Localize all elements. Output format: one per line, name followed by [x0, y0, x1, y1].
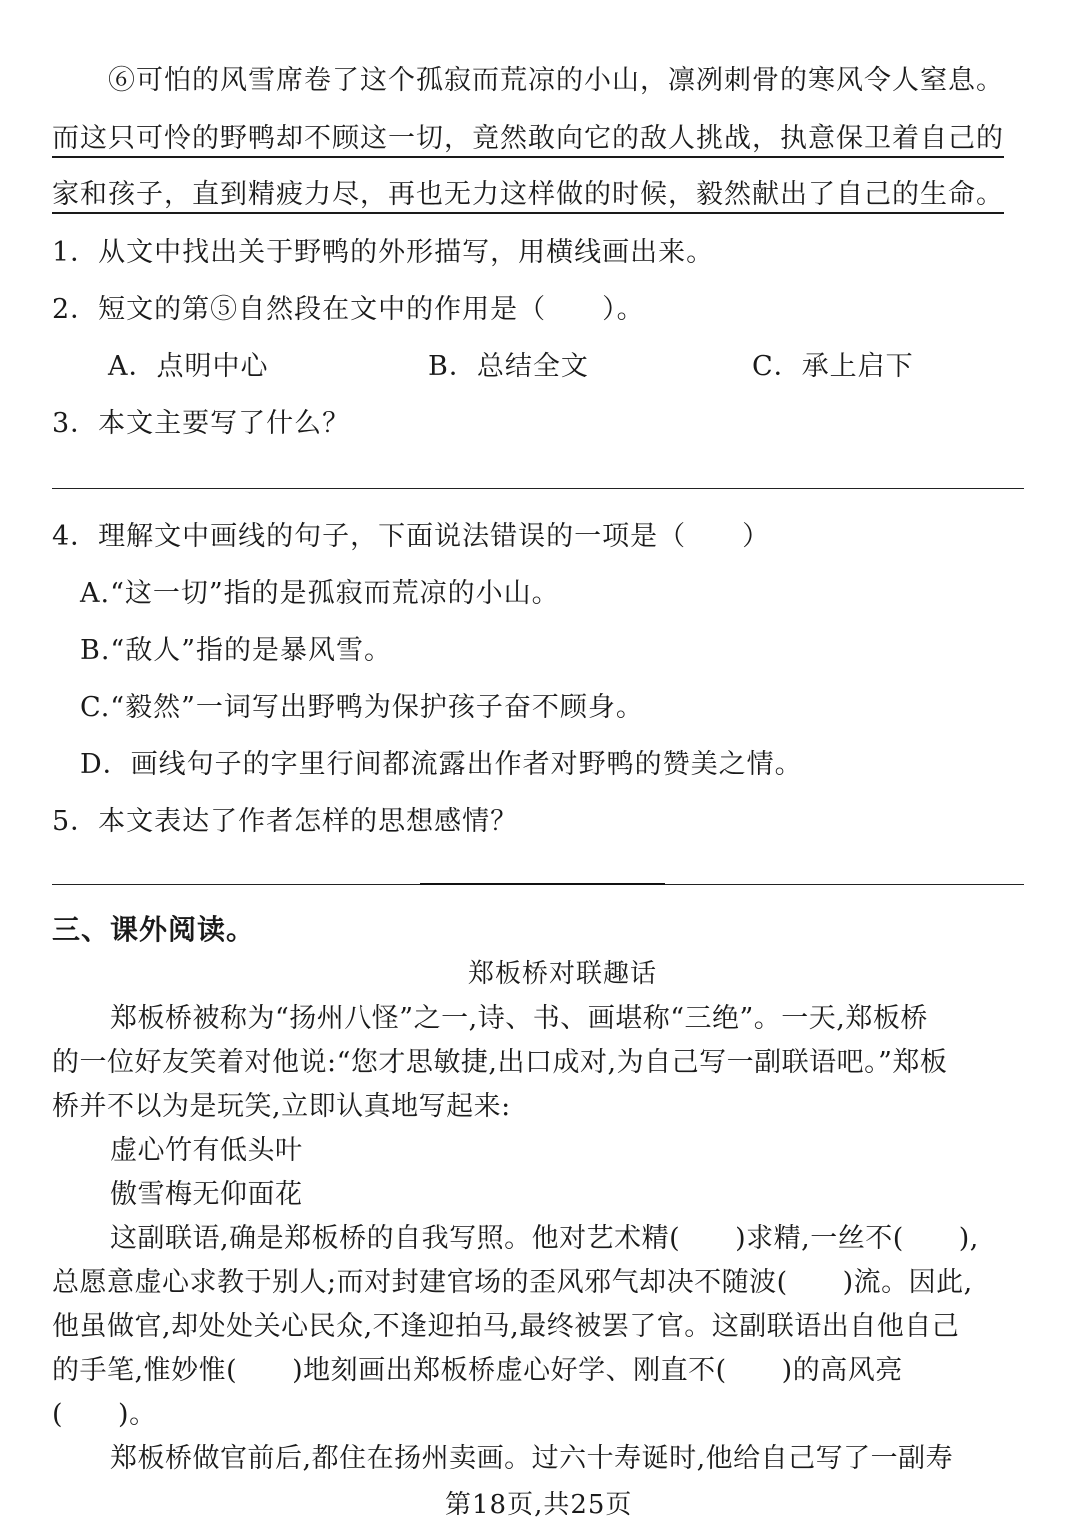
p3-line-1: 郑板桥做官前后,都住在扬州卖画。过六十寿诞时,他给自己写了一副寿: [110, 1443, 954, 1474]
answer-line-q3: [52, 488, 1024, 489]
p1-line-1: 郑板桥被称为“扬州八怪”之一,诗、书、画堪称“三绝”。一天,郑板桥: [110, 1003, 928, 1034]
question-2: 2．短文的第⑤自然段在文中的作用是（ ）。: [52, 294, 645, 325]
couplet-line-1: 虚心竹有低头叶: [110, 1135, 303, 1166]
p2-line-2: 总愿意虚心求教于别人;而对封建官场的歪风邪气却决不随波( )流。因此,: [52, 1267, 973, 1298]
p2-line-3: 他虽做官,却处处关心民众,不逢迎拍马,最终被罢了官。这副联语出自他自己: [52, 1311, 960, 1342]
article-title: 郑板桥对联趣话: [468, 959, 658, 989]
couplet-line-2: 傲雪梅无仰面花: [110, 1179, 303, 1210]
question-2-option-b: B．总结全文: [428, 351, 589, 382]
question-5: 5．本文表达了作者怎样的思想感情？: [52, 806, 519, 837]
question-3: 3．本文主要写了什么？: [52, 408, 351, 439]
p2-line-1: 这副联语,确是郑板桥的自我写照。他对艺术精( )求精,一丝不( ),: [110, 1223, 979, 1254]
passage-line-3-underlined: 家和孩子，直到精疲力尽，再也无力这样做的时候，毅然献出了自己的生命。: [52, 179, 1004, 210]
question-2-option-a: A．点明中心: [108, 351, 269, 382]
question-4-option-b: B.“敌人”指的是暴风雪。: [80, 635, 393, 666]
page-number: 第18页,共25页: [445, 1490, 633, 1520]
section-3-heading: 三、课外阅读。: [52, 913, 256, 946]
passage-line-2-underlined: 而这只可怜的野鸭却不顾这一切，竟然敢向它的敌人挑战，执意保卫着自己的: [52, 123, 1004, 154]
passage-line-1: ⑥可怕的风雪席卷了这个孤寂而荒凉的小山，凛冽刺骨的寒风令人窒息。: [108, 65, 1004, 96]
question-4-option-a: A.“这一切”指的是孤寂而荒凉的小山。: [80, 578, 560, 609]
p1-line-3: 桥并不以为是玩笑,立即认真地写起来:: [52, 1091, 511, 1122]
p2-line-5: ( )。: [52, 1399, 157, 1430]
p1-line-2: 的一位好友笑着对他说:“您才思敏捷,出口成对,为自己写一副联语吧。”郑板: [52, 1047, 948, 1078]
question-4: 4．理解文中画线的句子，下面说法错误的一项是（ ）: [52, 521, 771, 552]
question-2-option-c: C．承上启下: [752, 351, 914, 382]
question-4-option-c: C.“毅然”一词写出野鸭为保护孩子奋不顾身。: [80, 692, 644, 723]
question-1: 1．从文中找出关于野鸭的外形描写，用横线画出来。: [52, 237, 715, 268]
p2-line-4: 的手笔,惟妙惟( )地刻画出郑板桥虚心好学、刚直不( )的高风亮: [52, 1355, 903, 1386]
question-4-option-d: D．画线句子的字里行间都流露出作者对野鸭的赞美之情。: [80, 749, 803, 780]
answer-line-q5-mark: [420, 883, 665, 885]
